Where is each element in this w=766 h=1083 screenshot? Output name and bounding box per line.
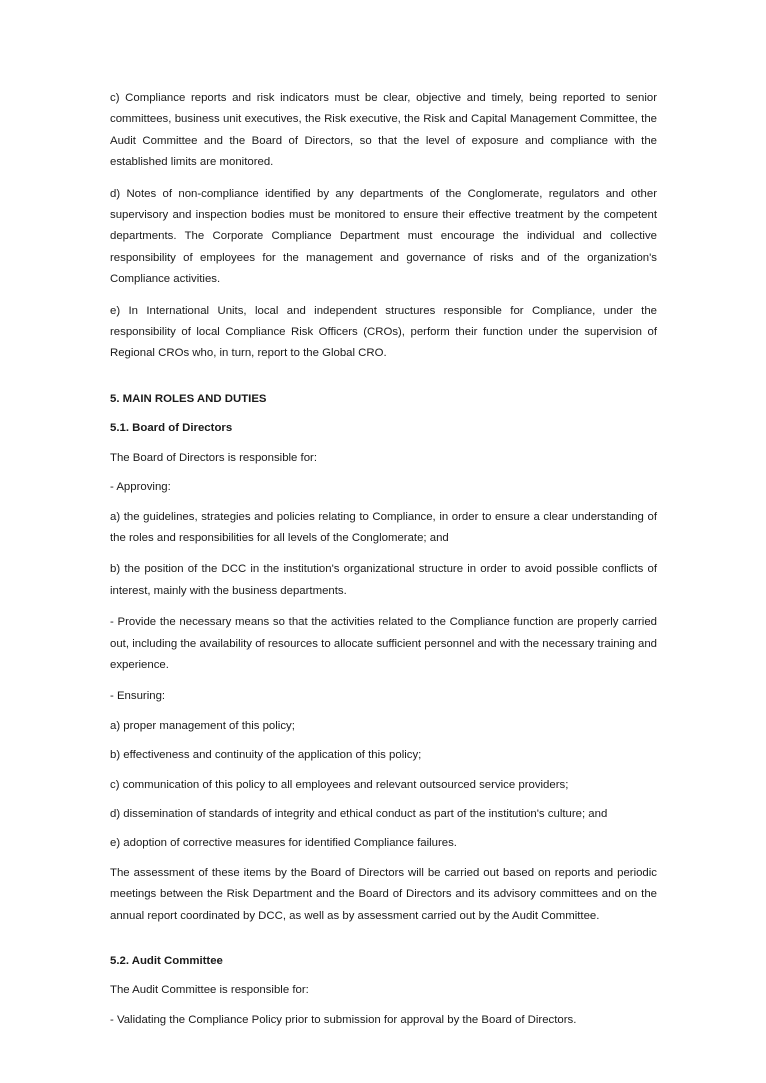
board-ensuring-b: b) effectiveness and continuity of the application of this policy;: [110, 749, 422, 762]
board-approving-a: a) the guidelines, strategies and policies relating to Compliance, in order to ensure a clear understanding of the roles and responsibilities for all levels of the Conglomerate; and: [110, 510, 657, 544]
board-ensuring-a: a) proper management of this policy;: [110, 719, 295, 732]
subsection-heading-board: 5.1. Board of Directors: [110, 422, 233, 435]
board-intro: The Board of Directors is responsible for:: [110, 451, 318, 464]
audit-validating: - Validating the Compliance Policy prior to submission for approval by the Board of Directors.: [110, 1013, 577, 1026]
board-provide: - Provide the necessary means so that the activities related to the Compliance function are properly carried out, including the availability of resources to allocate sufficient personnel and with the necessary training and experience.: [110, 616, 657, 671]
paragraph-d: d) Notes of non-compliance identified by any departments of the Conglomerate, regulators and other supervisory and inspection bodies must be monitored to ensure their effective treatment by the competent departments. The Corporate Compliance Department must encourage the individual and collective responsibility of employees for the management and governance of risks and of the organization's Compliance activities.: [110, 187, 657, 286]
board-approving: - Approving:: [110, 481, 171, 494]
board-assessment: The assessment of these items by the Board of Directors will be carried out based on reports and periodic meetings between the Risk Department and the Board of Directors and its advisory committees and on the annual report coordinated by DCC, as well as by assessment carried out by the Audit Committee.: [110, 866, 657, 922]
board-ensuring-d: d) dissemination of standards of integrity and ethical conduct as part of the institution's culture; and: [110, 807, 608, 820]
board-ensuring: - Ensuring:: [110, 690, 166, 703]
paragraph-e: e) In International Units, local and independent structures responsible for Compliance, under the responsibility of local Compliance Risk Officers (CROs), perform their function under the supervision of Regional CROs who, in turn, report to the Global CRO.: [110, 304, 657, 360]
board-ensuring-c: c) communication of this policy to all employees and relevant outsourced service providers;: [110, 778, 569, 791]
subsection-heading-audit: 5.2. Audit Committee: [110, 955, 223, 967]
section-heading-main-roles: 5. MAIN ROLES AND DUTIES: [110, 392, 267, 405]
board-ensuring-e: e) adoption of corrective measures for identified Compliance failures.: [110, 837, 457, 850]
audit-intro: The Audit Committee is responsible for:: [110, 984, 309, 997]
document-page: [110, 88, 657, 1041]
paragraph-c: c) Compliance reports and risk indicators must be clear, objective and timely, being reported to senior committees, business unit executives, the Risk executive, the Risk and Capital Management Committee, the Audit Committee and the Board of Directors, so that the level of exposure and compliance with the established limits are monitored.: [110, 92, 657, 169]
board-approving-b: b) the position of the DCC in the institution's organizational structure in order to avoid possible conflicts of interest, mainly with the business departments.: [110, 563, 657, 597]
